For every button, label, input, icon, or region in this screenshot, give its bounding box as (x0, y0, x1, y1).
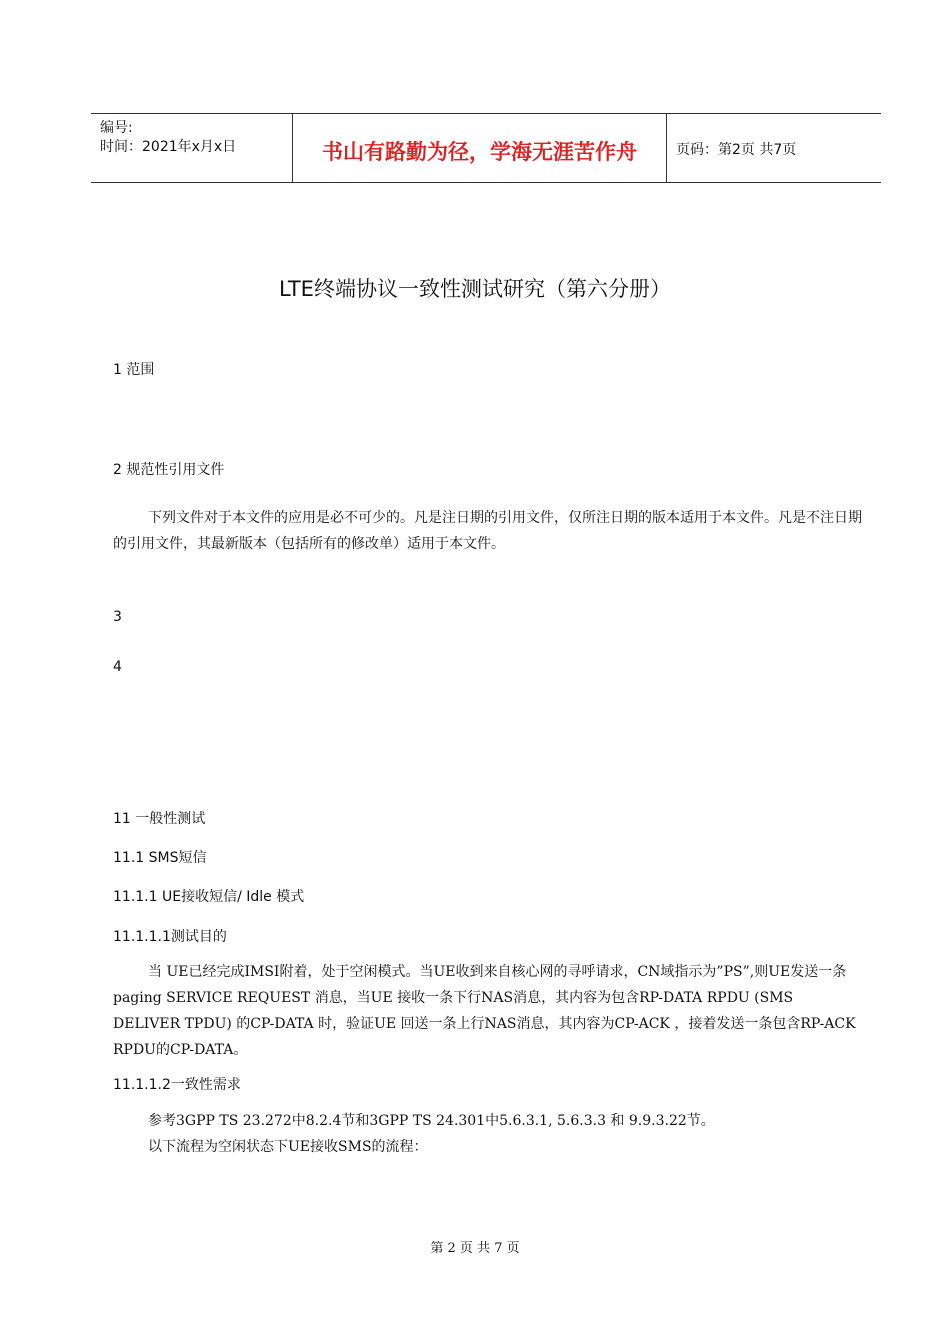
flow-paragraph: 以下流程为空闲状态下UE接收SMS的流程： (148, 1139, 428, 1155)
reference-paragraph: 参考3GPP TS 23.272中8.2.4节和3GPP TS 24.301中5.6.3.1, 5.6.3.3 和 9.9.3.22节。 (148, 1113, 715, 1129)
section-2-paragraph: 下列文件对于本文件的应用是必不可少的。凡是注日期的引用文件，仅所注日期的版本适用于本文件。凡是不注日期的引用文件，其最新版本（包括所有的修改单）适用于本文件。 (113, 510, 862, 552)
document-header-table (91, 113, 881, 183)
section-1-heading: 1 范围 (113, 362, 155, 378)
section-11-1-1-heading: 11.1.1 UE接收短信/ Idle 模式 (113, 889, 305, 905)
section-2-heading: 2 规范性引用文件 (113, 462, 225, 478)
section-11-heading: 11 一般性测试 (113, 811, 206, 827)
code-label: 编号: (100, 120, 133, 136)
time-label: 时间：2021年x月x日 (100, 139, 237, 155)
section-3-heading: 3 (113, 609, 122, 625)
header-info-cell (91, 114, 292, 182)
header-page-cell (667, 114, 881, 182)
section-4-heading: 4 (113, 659, 122, 675)
document-title: LTE终端协议一致性测试研究（第六分册） (279, 277, 671, 301)
section-11-1-1-1-heading: 11.1.1.1测试目的 (113, 929, 227, 945)
page-footer: 第 2 页 共 7 页 (430, 1241, 520, 1256)
section-11-1-heading: 11.1 SMS短信 (113, 850, 207, 866)
section-11-1-1-2-heading: 11.1.1.2一致性需求 (113, 1077, 241, 1093)
motto: 书山有路勤为径，学海无涯苦作舟 (322, 139, 637, 164)
test-purpose-paragraph: 当 UE已经完成IMSI附着，处于空闲模式。当UE收到来自核心网的寻呼请求，CN域指示为”PS”,则UE发送一条 paging SERVICE REQUEST 消息，当UE 接收一条下行NAS消息，其内容为包含RP-DATA RPDU (SMS DELIVER TPDU) 的CP-DATA 时，验证UE 回送一条上行NAS消息，其内容为CP-ACK ，接着发送一条包含RP-ACK RPDU的CP-DATA。 (113, 964, 856, 1058)
header-motto-cell (292, 114, 667, 182)
page-code: 页码：第2页 共7页 (676, 142, 797, 158)
